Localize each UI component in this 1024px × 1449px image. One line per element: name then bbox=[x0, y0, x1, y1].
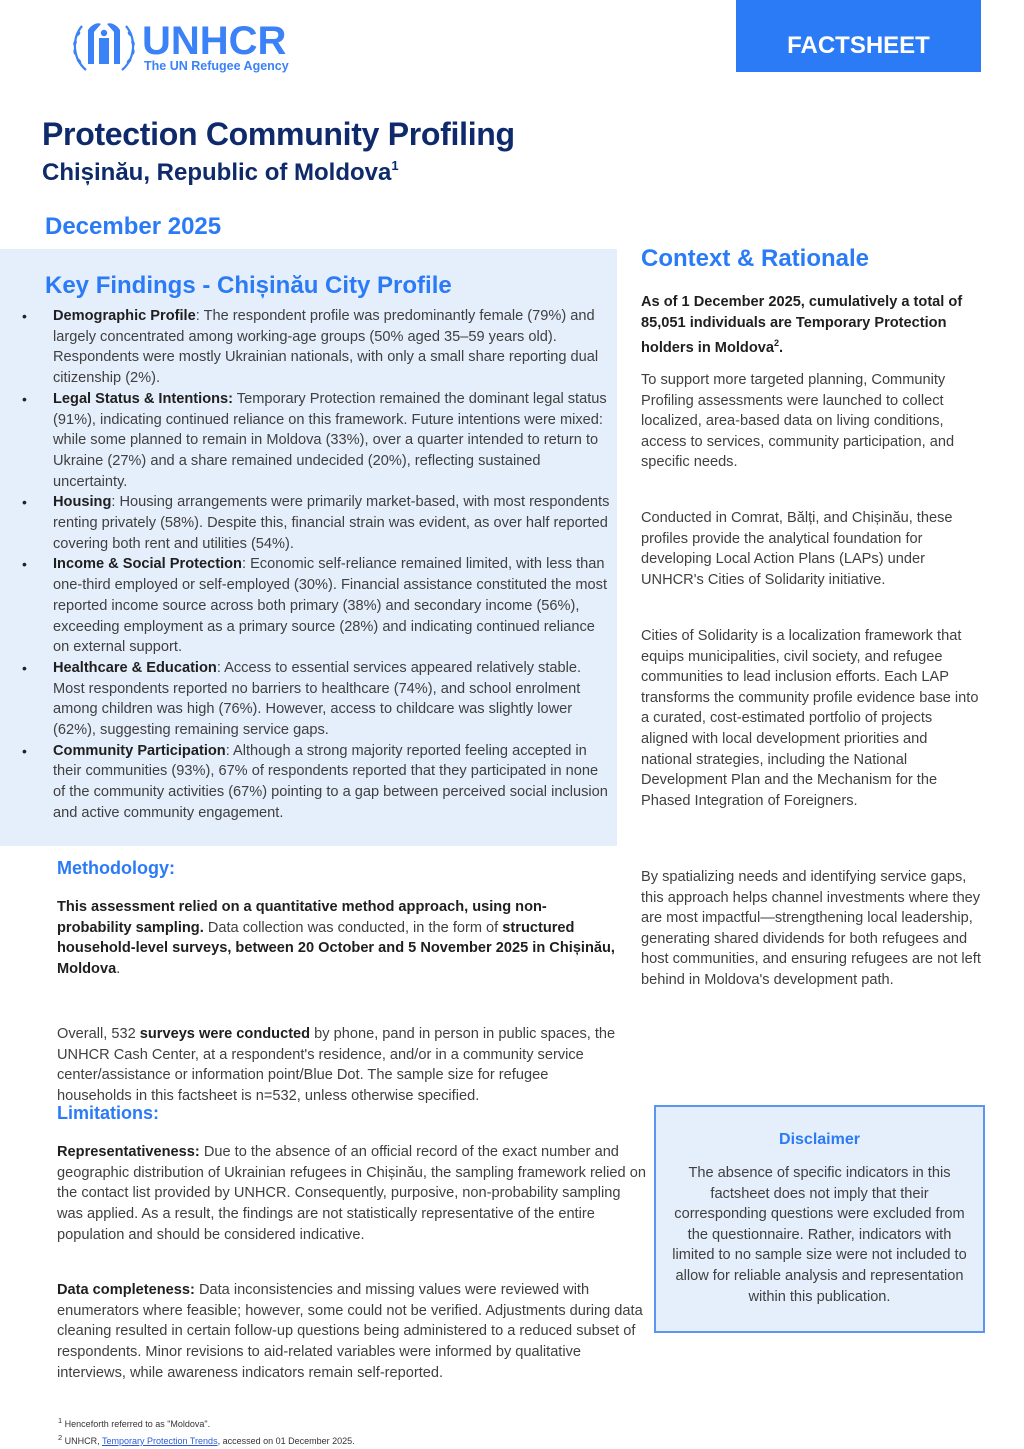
disclaimer-title: Disclaimer bbox=[779, 1131, 860, 1148]
context-paragraph: Conducted in Comrat, Bălți, and Chișinău, these profiles provide the analytical foundation for developing Local Action Plans (LAPs) under UNHCR's Cities of Solidarity initiative. bbox=[641, 510, 953, 588]
context-paragraph: To support more targeted planning, Community Profiling assessments were launched to collect localized, area-based data on living conditions, access to services, community participation, and specific needs. bbox=[641, 372, 955, 471]
unhcr-logo bbox=[70, 18, 289, 76]
footnotes bbox=[58, 1414, 355, 1448]
unhcr-emblem-icon bbox=[70, 18, 138, 76]
context-paragraph: By spatializing needs and identifying service gaps, this approach helps channel investments where they are most impactful—strengthening local leadership, generating shared dividends for both refugees and host communities, and ensuring refugees are not left behind in Moldova's development path. bbox=[641, 869, 981, 988]
methodology-paragraph: This assessment relied on a quantitative method approach, using non-probability sampling. Data collection was conducted, in the form of structured household-level surveys, between 20 October and 5 November 2025 in Chișinău, Moldova. bbox=[57, 899, 615, 978]
limitations-title: Limitations: bbox=[57, 1103, 159, 1123]
footnote-2: $^2$ UNHCR, Temporary Protection Trends, accessed on 01 December 2025. bbox=[58, 1433, 355, 1446]
disclaimer-body: The absence of specific indicators in this factsheet does not imply that their corresponding questions were excluded from the questionnaire. Rather, indicators with limited to no sample size were not included to allow for reliable analysis and representation within this publication. bbox=[672, 1165, 967, 1305]
logo-wordmark: UNHCR bbox=[142, 19, 287, 63]
key-findings-title: Key Findings - Chișinău City Profile bbox=[45, 272, 452, 299]
limitations-representativeness: Representativeness: Due to the absence of an official record of the exact number and geographic distribution of Ukrainian refugees in Chișinău, the sampling framework relied on the contact list provided by UNHCR. Consequently, purposive, non-probability sampling was applied. As a result, the findings are not statistically representative of the entire population and should be considered indicative. bbox=[57, 1144, 646, 1243]
footnote-ref: 2 bbox=[773, 338, 779, 349]
publication-date: December 2025 bbox=[45, 213, 222, 240]
footnote-1: $^1$ Henceforth referred to as "Moldova". bbox=[58, 1416, 211, 1429]
factsheet-badge: FACTSHEET bbox=[736, 0, 981, 72]
temporary-protection-trends-link[interactable]: Temporary Protection Trends bbox=[102, 1436, 218, 1446]
list-item: • Housing: Housing arrangements were primarily market-based, with most respondents renting privately (58%). Despite this, financial strain was evident, as over half reported covering both rent and utilities (54%). bbox=[22, 492, 614, 554]
key-findings-list bbox=[22, 306, 614, 824]
list-item: • Income & Social Protection: Economic self-reliance remained limited, with less than one-third employed or self-employed (30%). Financial assistance constituted the most reported income source across both primary (38%) and secondary income (56%), exceeding employment as a primary source (28%) and indicating continued reliance on external support. bbox=[22, 554, 614, 658]
methodology-title: Methodology: bbox=[57, 858, 175, 878]
context-title: Context & Rationale bbox=[641, 245, 870, 272]
logo-tagline: The UN Refugee Agency bbox=[144, 59, 289, 73]
list-item: • Legal Status & Intentions: Temporary Protection remained the dominant legal status (91%), indicating continued reliance on this framework. Future intentions were mixed: while some planned to remain in Moldova (33%), over a quarter intended to return to Ukraine (27%) and a share remained undecided (20%), reflecting sustained uncertainty. bbox=[22, 389, 614, 493]
list-item: • Community Participation: Although a strong majority reported feeling accepted in their communities (93%), 67% of respondents reported that they participated in none of the community activities (67%) pointing to a gap between perceived social inclusion and active community engagement. bbox=[22, 741, 614, 824]
limitations-data-completeness: Data completeness: Data inconsistencies and missing values were reviewed with enumerators where feasible; however, some could not be verified. Adjustments during data cleaning resulted in certain follow-up questions being administered to a reduced subset of respondents. Minor revisions to aid-related variables were informed by qualitative interviews, while awareness indicators remain self-reported. bbox=[57, 1282, 643, 1381]
page-title: Protection Community Profiling bbox=[42, 116, 515, 152]
footnote-ref: 1 bbox=[391, 158, 399, 173]
context-lead: As of 1 December 2025, cumulatively a total of 85,051 individuals are Temporary Protection holders in Moldova$^2$. bbox=[641, 294, 963, 357]
methodology-paragraph: Overall, 532 surveys were conducted by phone, pand in person in public spaces, the UNHCR Cash Center, at a respondent's residence, and/or in a community service center/assistance or information point/Blue Dot. The sample size for refugee households in this factsheet is n=532, unless otherwise specified. bbox=[57, 1026, 616, 1105]
disclaimer-box bbox=[654, 1105, 985, 1333]
list-item: • Demographic Profile: The respondent profile was predominantly female (79%) and largely concentrated among working-age groups (50% aged 35–59 years old). Respondents were mostly Ukrainian nationals, with only a small share reporting dual citizenship (2%). bbox=[22, 306, 614, 389]
page-subtitle: Chișinău, Republic of Moldova$^1$ bbox=[42, 158, 399, 186]
list-item: • Healthcare & Education: Access to essential services appeared relatively stable. Most respondents reported no barriers to healthcare (74%), and school enrolment among children was high (76%). However, access to childcare was slightly lower (62%), suggesting remaining service gaps. bbox=[22, 658, 614, 741]
context-paragraph: Cities of Solidarity is a localization framework that equips municipalities, civil society, and refugee communities to lead inclusion efforts. Each LAP transforms the community profile evidence base into a curated, cost-estimated portfolio of projects aligned with local development priorities and national strategies, including the National Development Plan and the Mechanism for the Phased Integration of Foreigners. bbox=[641, 628, 979, 809]
